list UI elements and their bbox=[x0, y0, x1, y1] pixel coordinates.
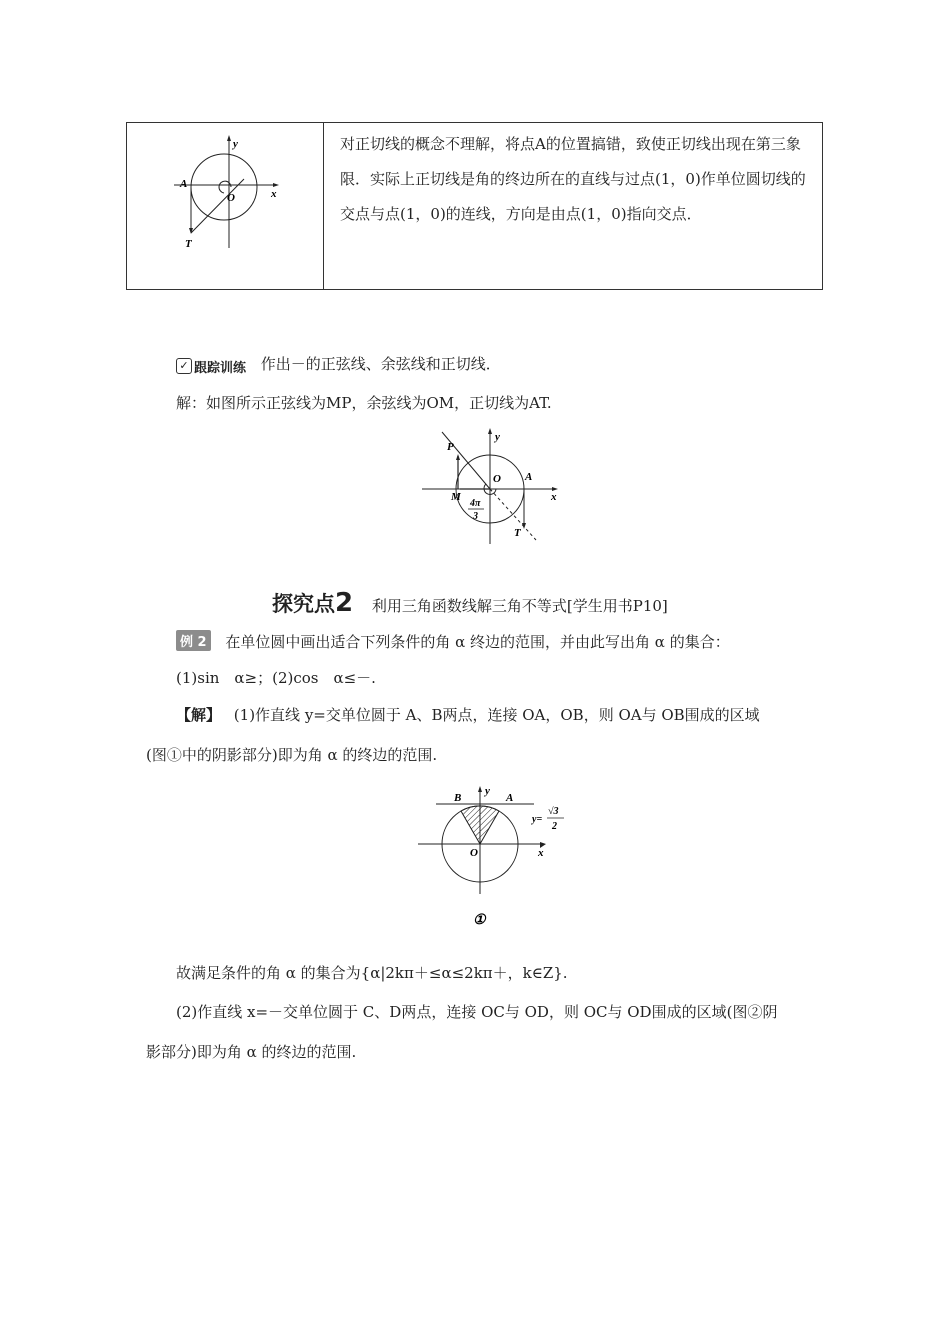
fig1-caption: ① bbox=[473, 913, 486, 928]
solution-part1-line1 bbox=[176, 704, 760, 725]
fig1-label-O: O bbox=[470, 847, 478, 859]
fig-label-T: T bbox=[514, 527, 521, 539]
fig1-label-y: y bbox=[485, 785, 490, 797]
tracking-badge-label: 跟踪训练 bbox=[194, 360, 247, 376]
fig-angle-denominator: 3 bbox=[473, 511, 478, 522]
fig-label-x: x bbox=[551, 491, 557, 503]
section-number: 2 bbox=[335, 588, 354, 618]
example-text: 在单位圆中画出适合下列条件的角 α 终边的范围，并由此写出角 α 的集合： bbox=[225, 633, 730, 651]
tracking-practice-line bbox=[176, 353, 501, 376]
fig1-eq: y= bbox=[532, 814, 543, 825]
solution-part1-text: (1)作直线 y=交单位圆于 A、B两点，连接 OA，OB，则 OA与 OB围成的区域 bbox=[233, 706, 760, 724]
tracking-badge bbox=[176, 357, 246, 376]
check-icon: ✓ bbox=[176, 358, 192, 374]
fig-label-x: x bbox=[271, 188, 277, 200]
section-heading bbox=[272, 588, 668, 618]
fig-angle-numerator: 4π bbox=[470, 498, 481, 509]
error-explanation: 对正切线的概念不理解，将点A的位置搞错，致使正切线出现在第三象限．实际上正切线是角的终边所在的直线与过点(1，0)作单位圆切线的交点与点(1，0)的连线，方向是由点(1，0)指向交点． bbox=[324, 123, 823, 290]
fig1-label-x: x bbox=[538, 847, 544, 859]
solution-tag: 【解】 bbox=[176, 706, 222, 724]
fig-label-M: M bbox=[451, 491, 461, 503]
section-subtitle: 利用三角函数线解三角不等式[学生用书P10] bbox=[371, 597, 668, 615]
error-unit-circle-figure bbox=[127, 123, 323, 285]
tracking-question: 作出－的正弦线、余弦线和正切线． bbox=[260, 355, 501, 373]
fig-label-O: O bbox=[227, 192, 235, 204]
tracking-unit-circle-figure bbox=[418, 426, 568, 548]
fig-label-T: T bbox=[185, 238, 192, 250]
solution-part2-line1: (2)作直线 x=－交单位圆于 C、D两点，连接 OC与 OD，则 OC与 OD围成的区域(图②阴 bbox=[176, 1003, 778, 1021]
fig-label-O: O bbox=[493, 473, 501, 485]
figure-1-unit-circle bbox=[414, 784, 584, 934]
fig-label-A: A bbox=[525, 471, 533, 483]
tracking-solution: 解：如图所示正弦线为MP，余弦线为OM，正切线为AT. bbox=[176, 394, 552, 412]
fig-label-y: y bbox=[233, 138, 238, 150]
solution-part1-line2: (图①中的阴影部分)即为角 α 的终边的范围. bbox=[146, 746, 438, 764]
fig-label-A: A bbox=[180, 178, 188, 190]
fig1-den: 2 bbox=[552, 821, 557, 832]
fig1-label-B: B bbox=[454, 792, 462, 804]
example-badge: 例 2 bbox=[176, 630, 211, 651]
solution-result: 故满足条件的角 α 的集合为{α|2kπ＋≤α≤2kπ＋，k∈Z}. bbox=[176, 964, 568, 982]
example-conditions: (1)sin α≥；(2)cos α≤－. bbox=[176, 669, 376, 687]
fig-label-y: y bbox=[495, 431, 500, 443]
section-title: 探究点 bbox=[272, 592, 335, 616]
error-figure-cell bbox=[127, 123, 324, 290]
example-line bbox=[176, 630, 730, 652]
fig-label-P: P bbox=[447, 441, 454, 453]
solution-part2-line2: 影部分)即为角 α 的终边的范围. bbox=[146, 1043, 357, 1061]
fig1-label-A: A bbox=[506, 792, 514, 804]
fig1-sqrt: √3 bbox=[548, 806, 559, 817]
error-analysis-table bbox=[126, 122, 823, 290]
